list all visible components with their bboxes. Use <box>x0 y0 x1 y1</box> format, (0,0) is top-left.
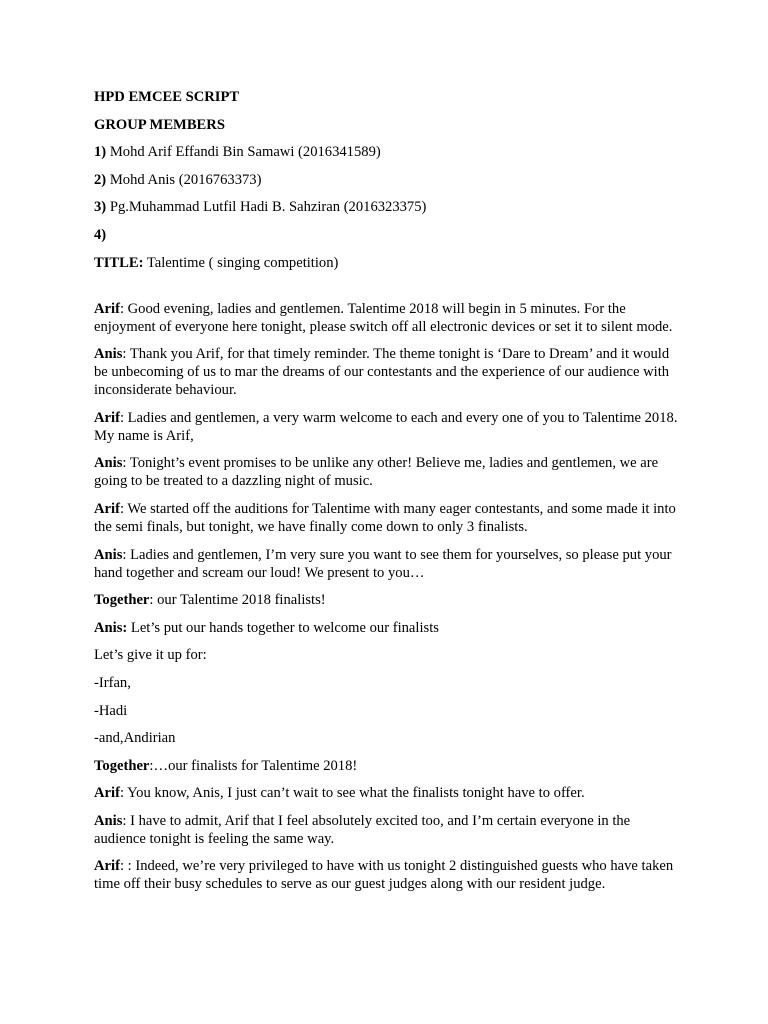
document-title: HPD EMCEE SCRIPT <box>94 89 240 105</box>
script-line <box>94 857 684 893</box>
dialogue-text: We started off the auditions for Talentime with many eager contestants, and some made it into the semi finals, but tonight, we have finally come down to only 3 finalists. <box>94 500 676 535</box>
document-body <box>94 88 684 903</box>
script-line <box>94 757 684 775</box>
speaker-separator: : <box>149 592 158 609</box>
member-line: 1) Mohd Arif Effandi Bin Samawi (2016341589) <box>94 144 381 161</box>
speaker-separator: : <box>122 812 131 829</box>
dialogue-text: Let’s put our hands together to welcome our finalists <box>130 619 439 636</box>
dialogue-text: : Indeed, we’re very privileged to have with us tonight 2 distinguished guests who have taken time off their busy schedules to serve as our guest judges along with our resident judge. <box>94 858 674 893</box>
dialogue-text: Ladies and gentlemen, a very warm welcome to each and every one of you to Talentime 2018. My name is Arif, <box>94 409 678 444</box>
dialogue-text: I have to admit, Arif that I feel absolutely excited too, and I’m certain everyone in the audience tonight is feeling the same way. <box>94 812 631 847</box>
script-line <box>94 646 684 664</box>
script-line <box>94 546 684 582</box>
speaker-name: Anis <box>94 812 123 829</box>
script-line <box>94 812 684 848</box>
speaker-name: Arif <box>94 409 120 426</box>
script-line <box>94 729 684 747</box>
dialogue-text: Tonight’s event promises to be unlike any other! Believe me, ladies and gentlemen, we are going to be treated to a dazzling night of music. <box>94 455 659 490</box>
speaker-separator: : <box>122 455 130 472</box>
speaker-name: Anis <box>94 455 123 472</box>
member-line: 3) Pg.Muhammad Lutfil Hadi B. Sahziran (2016323375) <box>94 199 427 216</box>
script-line <box>94 619 684 637</box>
script-line <box>94 674 684 692</box>
script-line <box>94 345 684 399</box>
title-line: TITLE: Talentime ( singing competition) <box>94 254 339 271</box>
speaker-name: Arif <box>94 300 120 317</box>
dialogue-text: Good evening, ladies and gentlemen. Talentime 2018 will begin in 5 minutes. For the enjoyment of everyone here tonight, please switch off all electronic devices or set it to silent mode. <box>94 300 673 335</box>
dialogue-text: Let’s give it up for: <box>94 647 207 664</box>
script-line <box>94 591 684 609</box>
speaker-separator: : <box>119 300 128 317</box>
speaker-name: Together <box>94 757 150 774</box>
dialogue-text: -Irfan, <box>94 674 131 691</box>
speaker-separator: : <box>119 858 128 875</box>
script-line <box>94 409 684 445</box>
script-line <box>94 300 684 336</box>
speaker-separator: : <box>122 546 131 563</box>
dialogue-text: …our finalists for Talentime 2018! <box>153 757 358 774</box>
script-line <box>94 454 684 490</box>
dialogue-text: -Hadi <box>94 702 128 719</box>
member-line: 4) <box>94 226 107 243</box>
speaker-separator: : <box>149 757 154 774</box>
dialogue-text: -and,Andirian <box>94 730 176 747</box>
script-line <box>94 702 684 720</box>
speaker-name: Arif <box>94 500 120 517</box>
speaker-name: Together <box>94 592 150 609</box>
script-dialogue <box>94 300 684 894</box>
member-line: 2) Mohd Anis (2016763373) <box>94 171 262 188</box>
speaker-name: Anis <box>94 346 123 363</box>
speaker-name: Anis: <box>94 619 128 636</box>
dialogue-text: our Talentime 2018 finalists! <box>157 592 326 609</box>
speaker-name: Anis <box>94 546 123 563</box>
group-members-heading: GROUP MEMBERS <box>94 116 225 133</box>
dialogue-text: Ladies and gentlemen, I’m very sure you want to see them for yourselves, so please put your hand together and scream our loud! We present to you… <box>94 546 672 581</box>
speaker-separator: : <box>119 409 128 426</box>
speaker-name: Arif <box>94 785 120 802</box>
speaker-separator: : <box>119 785 128 802</box>
dialogue-text: You know, Anis, I just can’t wait to see what the finalists tonight have to offer. <box>127 785 585 802</box>
speaker-separator: : <box>122 346 130 363</box>
script-line <box>94 500 684 536</box>
dialogue-text: Thank you Arif, for that timely reminder. The theme tonight is ‘Dare to Dream’ and it would be unbecoming of us to mar the dreams of our contestants and the experience of our audience with inconsiderate behaviour. <box>94 346 670 399</box>
speaker-separator: : <box>119 500 128 517</box>
speaker-name: Arif <box>94 858 120 875</box>
script-line <box>94 784 684 802</box>
